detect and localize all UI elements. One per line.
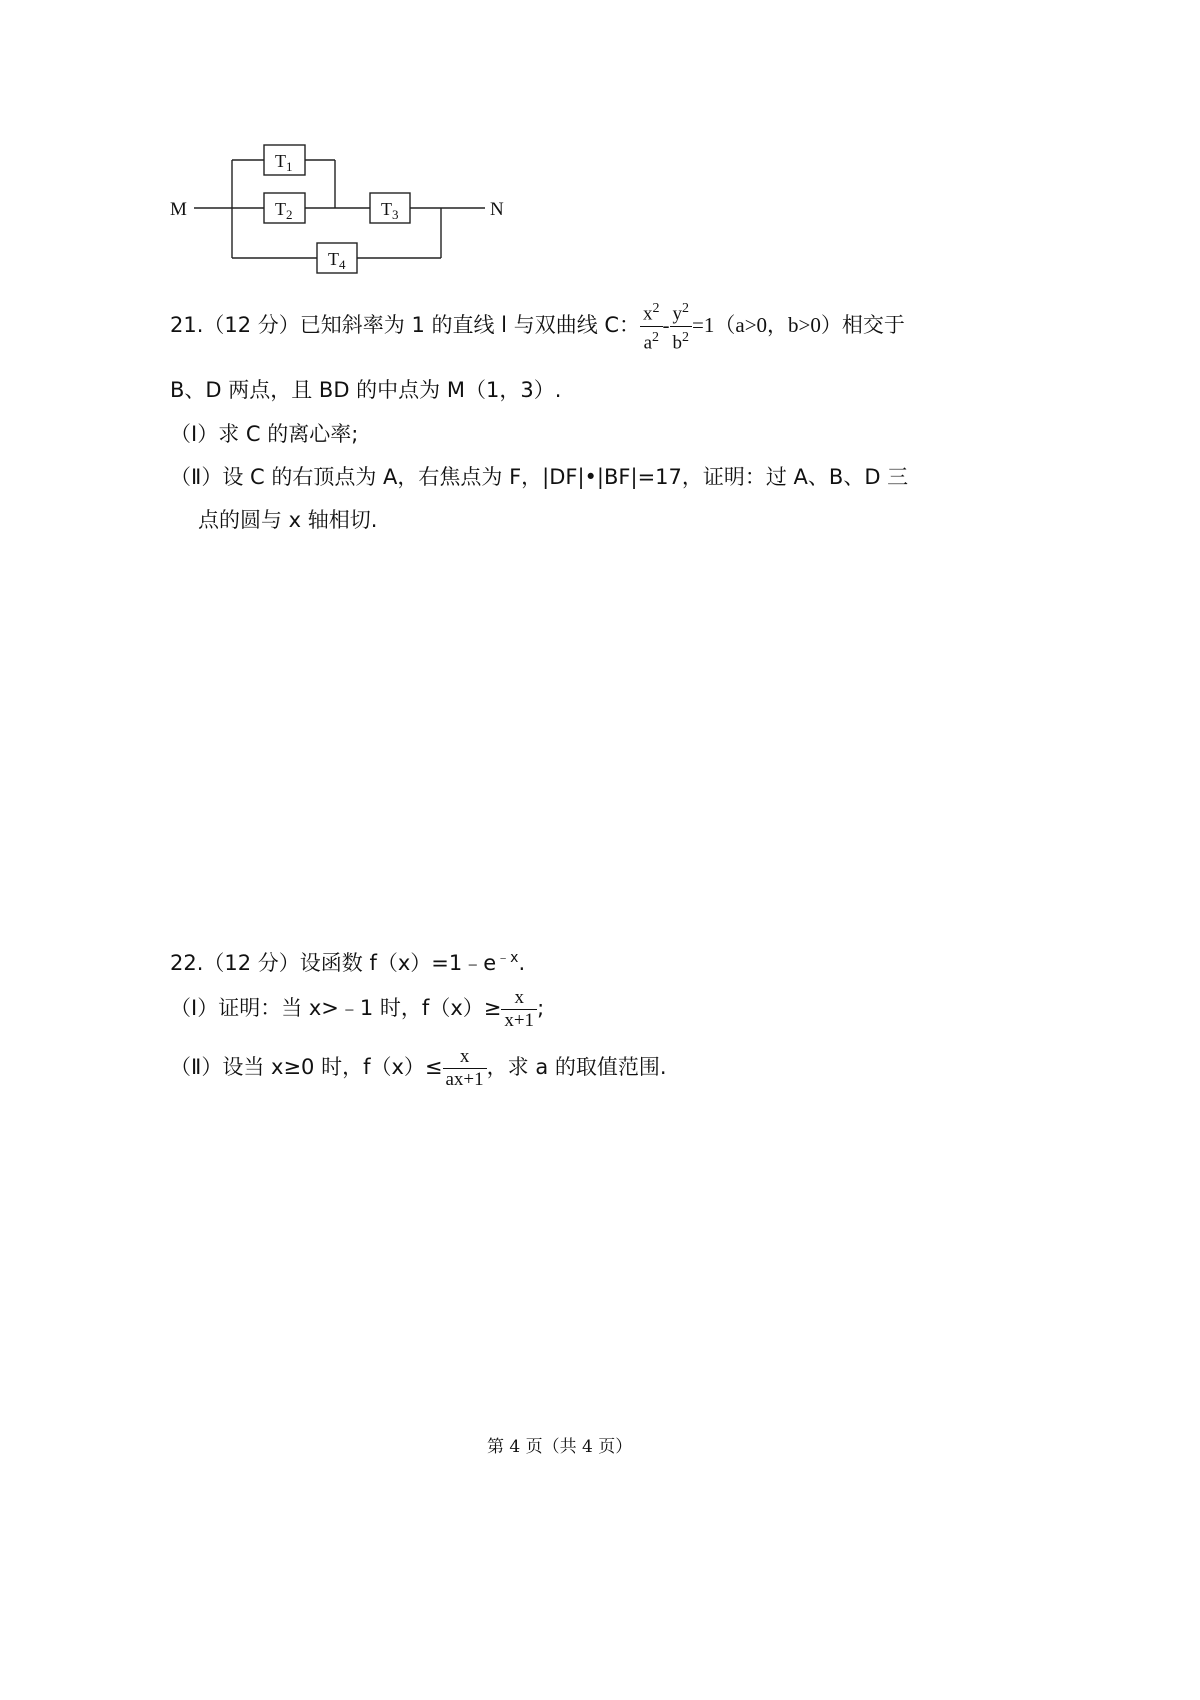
q21-intersect: 相交于 — [841, 313, 905, 337]
q21-intro: 21.（12 分）已知斜率为 1 的直线 l 与双曲线 C： — [170, 313, 641, 337]
q21-minus: - — [662, 313, 670, 337]
q21-part2-line2: 点的圆与 x 轴相切. — [198, 508, 378, 532]
circuit-diagram — [160, 140, 530, 290]
label-m: M — [170, 199, 187, 220]
q22-line1: 22.（12 分）设函数 $f(x)=1﹣e^{﹣x}$. — [170, 950, 526, 975]
label-t4: $T_4$ — [328, 249, 346, 272]
q21-line1 — [170, 297, 905, 354]
q22-frac-x-x1: $\frac{x}{x+1}$ — [501, 987, 537, 1032]
page-footer: 第 4 页（共 4 页） — [487, 1437, 633, 1457]
q22-frac-x-ax1: $\frac{x}{ax+1}$ — [443, 1046, 487, 1091]
q22-exponent: ﹣x — [496, 950, 519, 966]
q21-part2-line1: （Ⅱ）设 C 的右顶点为 A，右焦点为 F，|DF|•|BF|=17，证明：过 A、B、D 三 — [170, 465, 909, 489]
q21-frac-y2-b2: $\frac{y^2}{b^2}$ — [670, 298, 693, 354]
q21-frac-x2-a2: $\frac{x^2}{a^2}$ — [640, 298, 663, 354]
label-t1: $T_1$ — [275, 151, 293, 174]
q22-part1: （Ⅰ）证明：当 x>﹣1 时，f（x）≥ $\frac{x}{x+1}$ ; — [170, 986, 545, 1031]
label-n: N — [490, 199, 504, 220]
q21-line2: B、D 两点，且 BD 的中点为 M（1，3）. — [170, 378, 562, 402]
q21-condition: =1（a>0，b>0） — [692, 313, 842, 337]
q22-part2: （Ⅱ）设当 x≥0 时，f（x）≤ $\frac{x}{ax+1}$ ，求 a 的取值范围. — [170, 1045, 667, 1090]
q21-part1: （Ⅰ）求 C 的离心率; — [170, 422, 359, 446]
label-t2: $T_2$ — [275, 199, 293, 222]
label-t3: $T_3$ — [381, 199, 399, 222]
